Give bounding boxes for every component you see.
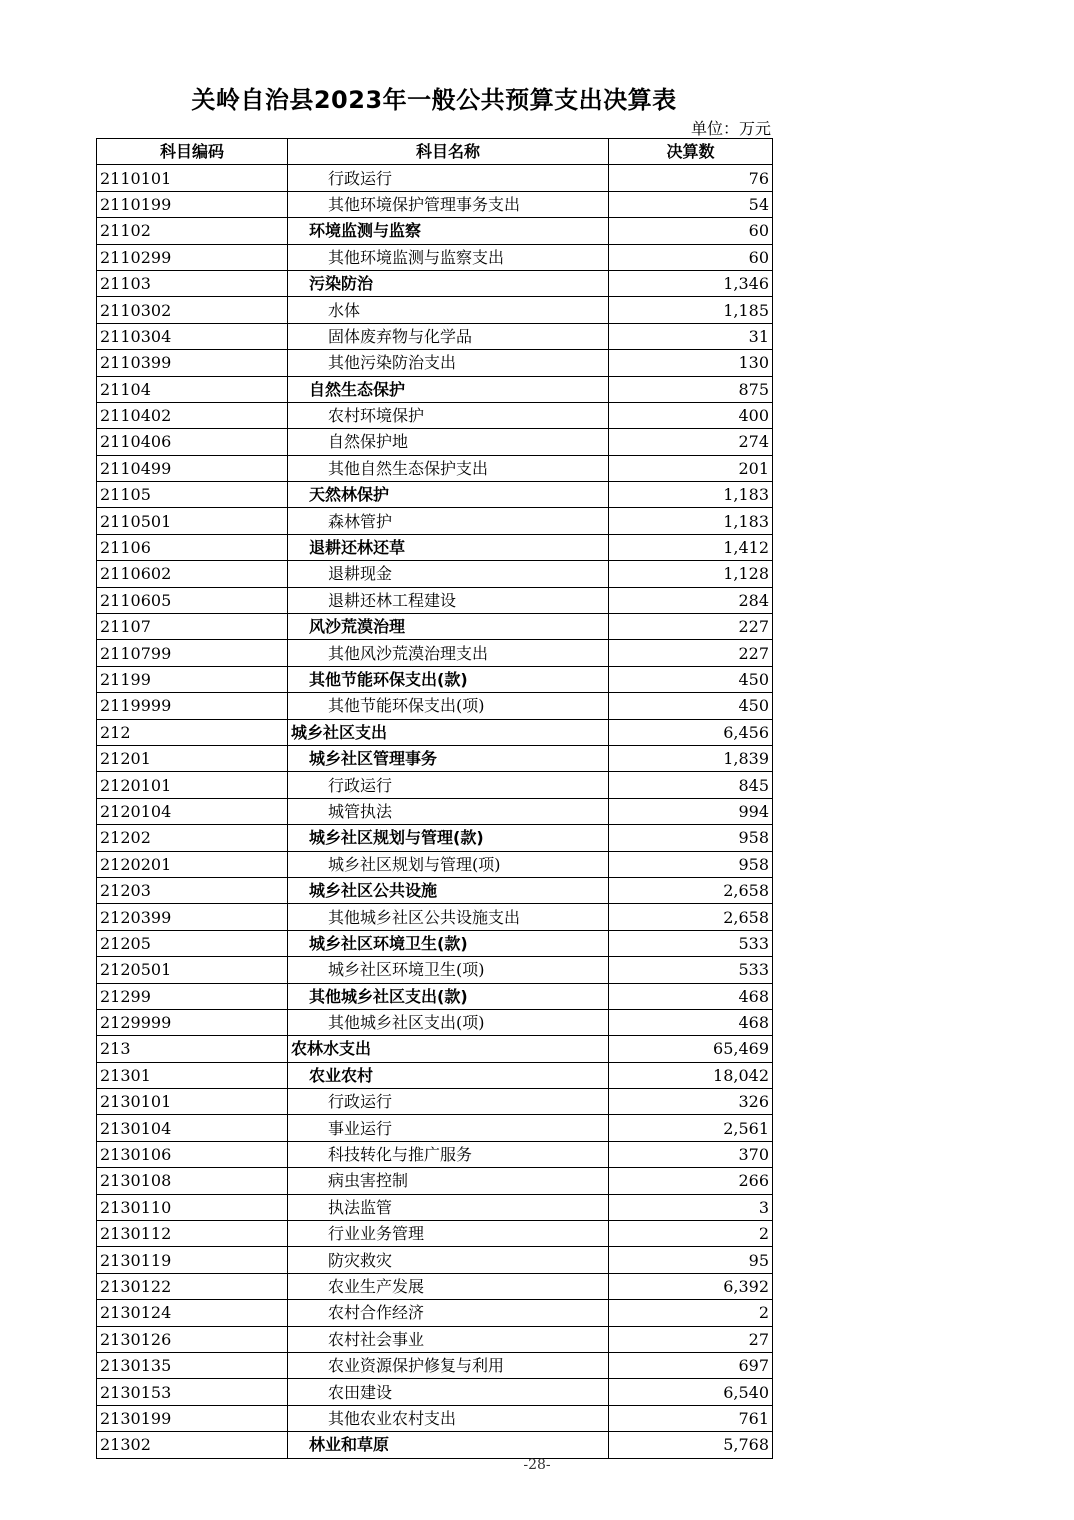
row-name: 退耕还林工程建设: [288, 587, 609, 613]
table-row: [97, 191, 773, 217]
row-code: 2130108: [97, 1168, 288, 1194]
row-amount: 1,185: [609, 297, 773, 323]
unit-label: 单位：万元: [690, 119, 771, 138]
row-name: 城乡社区规划与管理(款): [288, 825, 609, 851]
row-amount: 958: [609, 851, 773, 877]
row-name: 农村环境保护: [288, 402, 609, 428]
table-row: [97, 376, 773, 402]
row-code: 2110304: [97, 323, 288, 349]
row-amount: 1,346: [609, 270, 773, 296]
table-row: [97, 218, 773, 244]
row-code: 2110101: [97, 165, 288, 191]
row-code: 21104: [97, 376, 288, 402]
page-title: 关岭自治县2023年一般公共预算支出决算表: [191, 86, 677, 114]
table-row: [97, 693, 773, 719]
table-row: [97, 930, 773, 956]
row-name: 城乡社区公共设施: [288, 877, 609, 903]
table-row: [97, 429, 773, 455]
row-name: 科技转化与推广服务: [288, 1141, 609, 1167]
row-code: 2130135: [97, 1352, 288, 1378]
row-code: 2120501: [97, 957, 288, 983]
row-amount: 130: [609, 350, 773, 376]
table-row: [97, 561, 773, 587]
row-amount: 875: [609, 376, 773, 402]
row-code: 2120104: [97, 798, 288, 824]
row-name: 农业资源保护修复与利用: [288, 1352, 609, 1378]
row-name: 防灾救灾: [288, 1247, 609, 1273]
row-name: 其他农业农村支出: [288, 1405, 609, 1431]
row-amount: 450: [609, 666, 773, 692]
table-row: [97, 323, 773, 349]
row-code: 21201: [97, 745, 288, 771]
row-name: 城乡社区支出: [288, 719, 609, 745]
row-name: 其他自然生态保护支出: [288, 455, 609, 481]
row-amount: 76: [609, 165, 773, 191]
row-name: 城乡社区规划与管理(项): [288, 851, 609, 877]
row-name: 城乡社区管理事务: [288, 745, 609, 771]
table-row: [97, 1221, 773, 1247]
row-amount: 3: [609, 1194, 773, 1220]
row-name: 自然保护地: [288, 429, 609, 455]
row-code: 2110406: [97, 429, 288, 455]
row-name: 农业生产发展: [288, 1273, 609, 1299]
row-name: 农村合作经济: [288, 1300, 609, 1326]
table-row: [97, 640, 773, 666]
table-row: [97, 745, 773, 771]
row-code: 2119999: [97, 693, 288, 719]
row-code: 21103: [97, 270, 288, 296]
table-row: [97, 614, 773, 640]
row-name: 水体: [288, 297, 609, 323]
row-name: 其他节能环保支出(项): [288, 693, 609, 719]
row-amount: 2,658: [609, 904, 773, 930]
row-name: 其他环境保护管理事务支出: [288, 191, 609, 217]
row-code: 21107: [97, 614, 288, 640]
row-amount: 54: [609, 191, 773, 217]
row-amount: 65,469: [609, 1036, 773, 1062]
row-amount: 284: [609, 587, 773, 613]
table-row: [97, 244, 773, 270]
table-row: [97, 165, 773, 191]
row-amount: 2,658: [609, 877, 773, 903]
budget-table: [96, 138, 773, 1459]
row-amount: 533: [609, 930, 773, 956]
row-amount: 468: [609, 983, 773, 1009]
row-name: 退耕现金: [288, 561, 609, 587]
table-row: [97, 1432, 773, 1458]
row-name: 行政运行: [288, 165, 609, 191]
table-row: [97, 1009, 773, 1035]
row-amount: 60: [609, 244, 773, 270]
row-code: 2130112: [97, 1221, 288, 1247]
row-amount: 468: [609, 1009, 773, 1035]
table-header-row: [97, 139, 773, 165]
row-amount: 6,392: [609, 1273, 773, 1299]
header-amount: 决算数: [609, 139, 773, 165]
row-name: 环境监测与监察: [288, 218, 609, 244]
row-name: 农林水支出: [288, 1036, 609, 1062]
table-row: [97, 1352, 773, 1378]
row-amount: 1,412: [609, 534, 773, 560]
row-code: 21299: [97, 983, 288, 1009]
table-row: [97, 983, 773, 1009]
row-amount: 60: [609, 218, 773, 244]
row-name: 林业和草原: [288, 1432, 609, 1458]
row-name: 风沙荒漠治理: [288, 614, 609, 640]
row-name: 其他城乡社区公共设施支出: [288, 904, 609, 930]
table-row: [97, 402, 773, 428]
row-code: 2130124: [97, 1300, 288, 1326]
row-name: 其他城乡社区支出(项): [288, 1009, 609, 1035]
row-amount: 2,561: [609, 1115, 773, 1141]
row-name: 其他节能环保支出(款): [288, 666, 609, 692]
row-code: 21302: [97, 1432, 288, 1458]
row-code: 2130104: [97, 1115, 288, 1141]
row-name: 行政运行: [288, 772, 609, 798]
row-name: 农田建设: [288, 1379, 609, 1405]
row-code: 2110299: [97, 244, 288, 270]
row-code: 21203: [97, 877, 288, 903]
row-name: 事业运行: [288, 1115, 609, 1141]
table-row: [97, 772, 773, 798]
row-code: 2120101: [97, 772, 288, 798]
row-amount: 1,839: [609, 745, 773, 771]
header-code: 科目编码: [97, 139, 288, 165]
row-code: 21301: [97, 1062, 288, 1088]
table-row: [97, 825, 773, 851]
row-code: 2120399: [97, 904, 288, 930]
row-amount: 1,183: [609, 482, 773, 508]
row-name: 森林管护: [288, 508, 609, 534]
row-amount: 2: [609, 1300, 773, 1326]
table-row: [97, 1141, 773, 1167]
row-amount: 31: [609, 323, 773, 349]
row-amount: 5,768: [609, 1432, 773, 1458]
row-code: 2110199: [97, 191, 288, 217]
table-row: [97, 1168, 773, 1194]
row-code: 21205: [97, 930, 288, 956]
row-amount: 994: [609, 798, 773, 824]
row-code: 2110799: [97, 640, 288, 666]
row-code: 2110399: [97, 350, 288, 376]
row-amount: 450: [609, 693, 773, 719]
row-code: 2130101: [97, 1089, 288, 1115]
row-name: 自然生态保护: [288, 376, 609, 402]
row-code: 2110605: [97, 587, 288, 613]
table-row: [97, 851, 773, 877]
row-amount: 227: [609, 614, 773, 640]
row-amount: 227: [609, 640, 773, 666]
table-row: [97, 666, 773, 692]
row-name: 病虫害控制: [288, 1168, 609, 1194]
row-amount: 1,128: [609, 561, 773, 587]
row-name: 城乡社区环境卫生(款): [288, 930, 609, 956]
table-row: [97, 1273, 773, 1299]
table-row: [97, 534, 773, 560]
table-row: [97, 957, 773, 983]
row-code: 212: [97, 719, 288, 745]
row-code: 2130122: [97, 1273, 288, 1299]
row-amount: 1,183: [609, 508, 773, 534]
row-name: 城管执法: [288, 798, 609, 824]
row-code: 21202: [97, 825, 288, 851]
row-code: 2130119: [97, 1247, 288, 1273]
row-name: 执法监管: [288, 1194, 609, 1220]
row-name: 行政运行: [288, 1089, 609, 1115]
row-name: 其他城乡社区支出(款): [288, 983, 609, 1009]
row-amount: 326: [609, 1089, 773, 1115]
page-number: -28-: [523, 1457, 551, 1473]
table-row: [97, 719, 773, 745]
table-row: [97, 1300, 773, 1326]
table-row: [97, 1326, 773, 1352]
row-code: 2129999: [97, 1009, 288, 1035]
table-row: [97, 350, 773, 376]
row-code: 2130153: [97, 1379, 288, 1405]
row-amount: 274: [609, 429, 773, 455]
row-amount: 761: [609, 1405, 773, 1431]
table-row: [97, 1062, 773, 1088]
table-row: [97, 297, 773, 323]
row-amount: 845: [609, 772, 773, 798]
row-name: 其他风沙荒漠治理支出: [288, 640, 609, 666]
table-row: [97, 482, 773, 508]
row-amount: 400: [609, 402, 773, 428]
table-row: [97, 904, 773, 930]
row-code: 21106: [97, 534, 288, 560]
table-row: [97, 798, 773, 824]
row-amount: 95: [609, 1247, 773, 1273]
row-amount: 697: [609, 1352, 773, 1378]
row-amount: 370: [609, 1141, 773, 1167]
row-name: 其他污染防治支出: [288, 350, 609, 376]
row-code: 2130199: [97, 1405, 288, 1431]
row-code: 2120201: [97, 851, 288, 877]
row-amount: 6,540: [609, 1379, 773, 1405]
row-name: 天然林保护: [288, 482, 609, 508]
row-name: 农村社会事业: [288, 1326, 609, 1352]
table-row: [97, 877, 773, 903]
row-code: 2110602: [97, 561, 288, 587]
row-amount: 18,042: [609, 1062, 773, 1088]
row-code: 21199: [97, 666, 288, 692]
table-row: [97, 1194, 773, 1220]
row-name: 农业农村: [288, 1062, 609, 1088]
row-code: 2110302: [97, 297, 288, 323]
row-amount: 958: [609, 825, 773, 851]
table-row: [97, 455, 773, 481]
row-code: 21105: [97, 482, 288, 508]
row-amount: 2: [609, 1221, 773, 1247]
row-name: 退耕还林还草: [288, 534, 609, 560]
table-row: [97, 1379, 773, 1405]
row-code: 213: [97, 1036, 288, 1062]
row-amount: 266: [609, 1168, 773, 1194]
row-amount: 533: [609, 957, 773, 983]
row-amount: 201: [609, 455, 773, 481]
row-code: 2110499: [97, 455, 288, 481]
row-code: 2110402: [97, 402, 288, 428]
table-row: [97, 1036, 773, 1062]
header-name: 科目名称: [288, 139, 609, 165]
row-name: 污染防治: [288, 270, 609, 296]
row-code: 21102: [97, 218, 288, 244]
row-code: 2130126: [97, 1326, 288, 1352]
row-name: 城乡社区环境卫生(项): [288, 957, 609, 983]
row-code: 2130106: [97, 1141, 288, 1167]
table-row: [97, 1089, 773, 1115]
row-name: 其他环境监测与监察支出: [288, 244, 609, 270]
table-row: [97, 1115, 773, 1141]
table-row: [97, 508, 773, 534]
row-amount: 6,456: [609, 719, 773, 745]
table-row: [97, 1247, 773, 1273]
row-name: 固体废弃物与化学品: [288, 323, 609, 349]
table-row: [97, 1405, 773, 1431]
row-name: 行业业务管理: [288, 1221, 609, 1247]
table-row: [97, 270, 773, 296]
table-row: [97, 587, 773, 613]
row-code: 2110501: [97, 508, 288, 534]
row-amount: 27: [609, 1326, 773, 1352]
row-code: 2130110: [97, 1194, 288, 1220]
table-body: [97, 165, 773, 1458]
